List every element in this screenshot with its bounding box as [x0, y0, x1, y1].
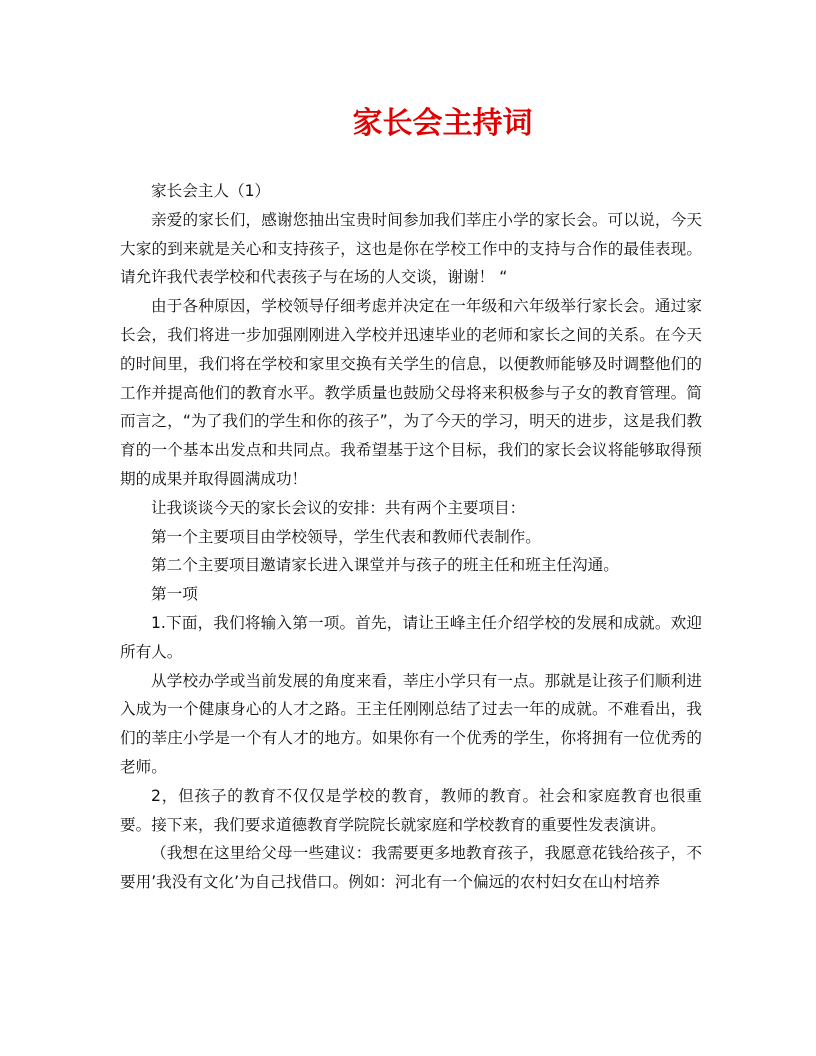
paragraph-agenda-intro: 让我谈谈今天的家长会议的安排：共有两个主要项目：: [151, 498, 526, 517]
paragraph-item-2: 2，但孩子的教育不仅仅是学校的教育，教师的教育。社会和家庭教育也很重要。接下来，我们要求道德教育学院院长就家庭和学校教育的重要性发表演讲。: [120, 786, 702, 834]
document-title: 家长会主持词: [352, 106, 533, 141]
paragraph-item-1: 1.下面，我们将输入第一项。首先，请让王峰主任介绍学校的发展和成就。欢迎所有人。: [120, 613, 702, 661]
paragraph-agenda-item-1: 第一个主要项目由学校领导，学生代表和教师代表制作。: [151, 527, 541, 546]
paragraph-suggestions: （我想在这里给父母一些建议：我需要更多地教育孩子，我愿意花钱给孩子，不要用’我没有文化’为自己找借口。例如：河北有一个偏远的农村妇女在山村培养: [120, 844, 702, 892]
document-body: [120, 177, 702, 897]
paragraph-purpose: 由于各种原因，学校领导仔细考虑并决定在一年级和六年级举行家长会。通过家长会，我们将进一步加强刚刚进入学校并迅速毕业的老师和家长之间的关系。在今天的时间里，我们将在学校和家里交换有关学生的信息，以便教师能够及时调整他们的工作并提高他们的教育水平。教学质量也鼓励父母将来积极参与子女的教育管理。简而言之，“为了我们的学生和你的孩子”，为了今天的学习，明天的进步，这是我们教育的一个基本出发点和共同点。我希望基于这个目标，我们的家长会议将能够取得预期的成果并取得圆满成功！: [120, 297, 702, 488]
paragraph-school-development: 从学校办学或当前发展的角度来看，莘庄小学只有一点。那就是让孩子们顺利进入成为一个健康身心的人才之路。王主任刚刚总结了过去一年的成就。不难看出，我们的莘庄小学是一个有人才的地方。如果你有一个优秀的学生，你将拥有一位优秀的老师。: [120, 671, 702, 776]
paragraph-greeting: 亲爱的家长们，感谢您抽出宝贵时间参加我们莘庄小学的家长会。可以说，今天大家的到来就是关心和支持孩子，这也是你在学校工作中的支持与合作的最佳表现。请允许我代表学校和代表孩子与在场的人交谈，谢谢！ “: [120, 210, 702, 287]
paragraph-host-heading: 家长会主人（1）: [151, 182, 271, 200]
paragraph-section-heading: 第一项: [151, 585, 198, 604]
paragraph-agenda-item-2: 第二个主要项目邀请家长进入课堂并与孩子的班主任和班主任沟通。: [151, 556, 619, 575]
